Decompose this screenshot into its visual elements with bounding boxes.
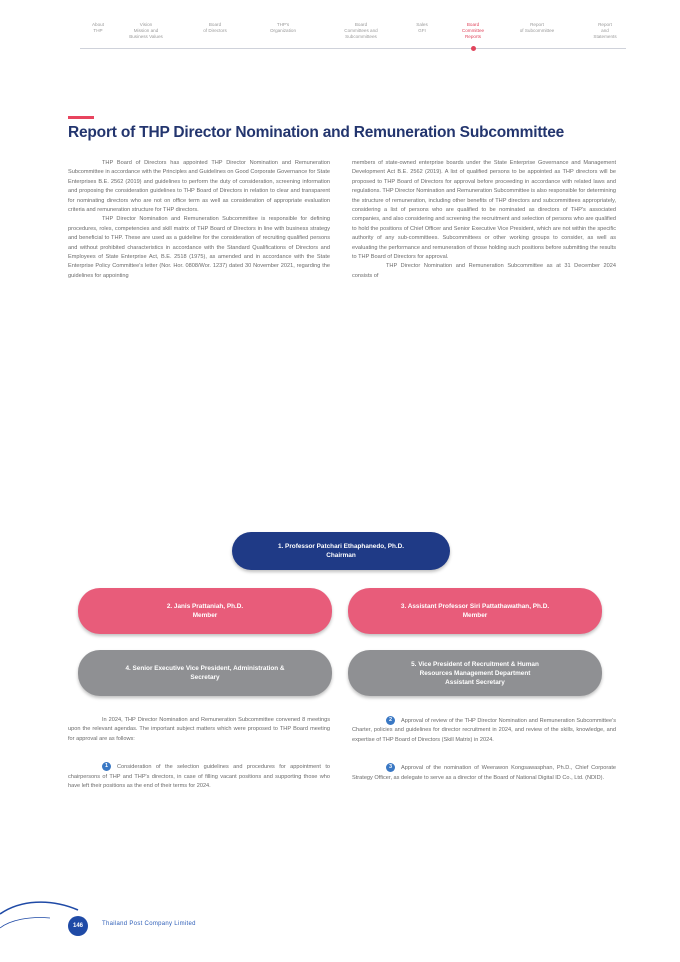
footer-company-name: Thailand Post Company Limited <box>102 921 196 927</box>
body-column-right <box>352 159 616 281</box>
nav-item-organization[interactable]: THP's Organization <box>269 22 297 33</box>
paragraph: THP Director Nomination and Remuneration Subcommittee as at 31 December 2024 consists of <box>352 263 616 279</box>
lower-column-left <box>68 716 330 791</box>
org-chair: 1. Professor Patchari Ethaphanedo, Ph.D. Chairman <box>232 532 450 570</box>
paragraph: In 2024, THP Director Nomination and Remuneration Subcommittee convened 8 meetings upon the relevant agendas. The important subject matters which were proposed to THP Board meeting for approval are as follows: <box>68 717 330 742</box>
org-secretary: 4. Senior Executive Vice President, Administration & Secretary <box>78 650 332 696</box>
body-column-left <box>68 159 330 281</box>
paragraph: members of state-owned enterprise boards under the State Enterprise Governance and Management Development Act B.E. 2562 (2019). A list of qualified persons to be appointed as THP directors will be proposed to THP Board of Directors for approval before proceeding in accordance with related laws and regulations. THP Director Nomination and Remuneration Subcommittee is also responsible for determining the structure of remuneration, including other benefits of THP directors and subcommittees appropriately, considering a list of persons who are qualified to be nominated as directors of THP's associated companies, and also considering and screening the recruitment and selection of persons who are qualified to hold the positions of Chief Officer and Senior Executive Vice President, which are not within the specific authority of any sub-committees. Subcommittees or other working groups to consider, as well as evaluating the performance and remuneration of those holding such positions before submitting the results to THP Board of Directors for approval. <box>352 160 616 261</box>
list-item: 2 Approval of review of the THP Director Nomination and Remuneration Subcommittee's Charter, policies and guidelines for director recruitment in 2024, and review of the skills, knowledge, and expertise of THP Board of Directors (Skill Matrix) in 2024. <box>352 717 616 743</box>
nav-item-about[interactable]: About THP <box>91 22 104 33</box>
nav-item-sales[interactable]: Sales GFI <box>416 22 428 33</box>
footer-curve-decoration <box>0 870 120 962</box>
nav-active-marker <box>471 46 476 51</box>
org-member-3: 3. Assistant Professor Siri Pattathawathan, Ph.D. Member <box>348 588 602 634</box>
number-badge-icon: 2 <box>386 716 395 725</box>
page-title: Report of THP Director Nomination and Remuneration Subcommittee <box>68 124 565 141</box>
nav-item-board[interactable]: Board of Directors <box>203 22 227 33</box>
paragraph: THP Director Nomination and Remuneration Subcommittee is responsible for defining procedures, roles, competencies and skill matrix of THP Board of Directors in line with business strategy and beneficial to THP. These are used as a guideline for the consideration of recruiting qualified persons and without prohibited characteristics in accordance with the Standard Qualifications of Directors and Employees of State Enterprise Act, B.E. 2518 (1975), as amended and in accordance with the State Enterprise Policy Committee's letter (Nor. Hor. 0808/Wor. 1237) dated 30 November 2021, regarding the guidelines for appointing <box>68 216 330 279</box>
org-assistant-secretary: 5. Vice President of Recruitment & Human Resources Management Department Assistant Secretary <box>348 650 602 696</box>
nav-divider <box>80 48 626 49</box>
nav-item-committees[interactable]: Board Committees and Subcommittees <box>344 22 378 39</box>
paragraph: THP Board of Directors has appointed THP Director Nomination and Remuneration Subcommittee in accordance with the Principles and Guidelines on Good Corporate Governance for State Enterprises B.E. 2562 (2019) and guidelines to perform the duty of consideration, screening information and proposing the consideration guidelines to THP Board of Directors in relation to clear and transparent for nominating directors who are not on office term as well as consideration of appropriate evaluation criteria and remuneration structure for THP directors. <box>68 160 330 214</box>
top-navigation <box>80 22 626 50</box>
nav-item-vision[interactable]: Vision Mission and Business Values <box>129 22 163 39</box>
page-number: 146 <box>68 916 88 936</box>
nav-item-committee-reports[interactable]: Board Committee Reports <box>461 22 485 39</box>
number-badge-icon: 1 <box>102 762 111 771</box>
lower-column-right <box>352 716 616 783</box>
org-member-2: 2. Janis Prattaniah, Ph.D. Member <box>78 588 332 634</box>
number-badge-icon: 3 <box>386 763 395 772</box>
title-accent-bar <box>68 116 94 119</box>
nav-item-subcommittee-report[interactable]: Report of Subcommittee <box>519 22 555 33</box>
nav-item-statements[interactable]: Report and Statements <box>593 22 617 39</box>
list-item: 1 Consideration of the selection guidelines and procedures for appointment to chairpersons of THP and THP's directors, in case of filling vacant positions and supporting those who have left their positions as the end of their terms for 2024. <box>68 763 330 790</box>
list-item: 3 Approval of the nomination of Weerawon Kongsawasphan, Ph.D., Chief Corporate Strategy Officer, as delegate to serve as a director of the Board of National Digital ID Co., Ltd. (NDID). <box>352 764 616 781</box>
